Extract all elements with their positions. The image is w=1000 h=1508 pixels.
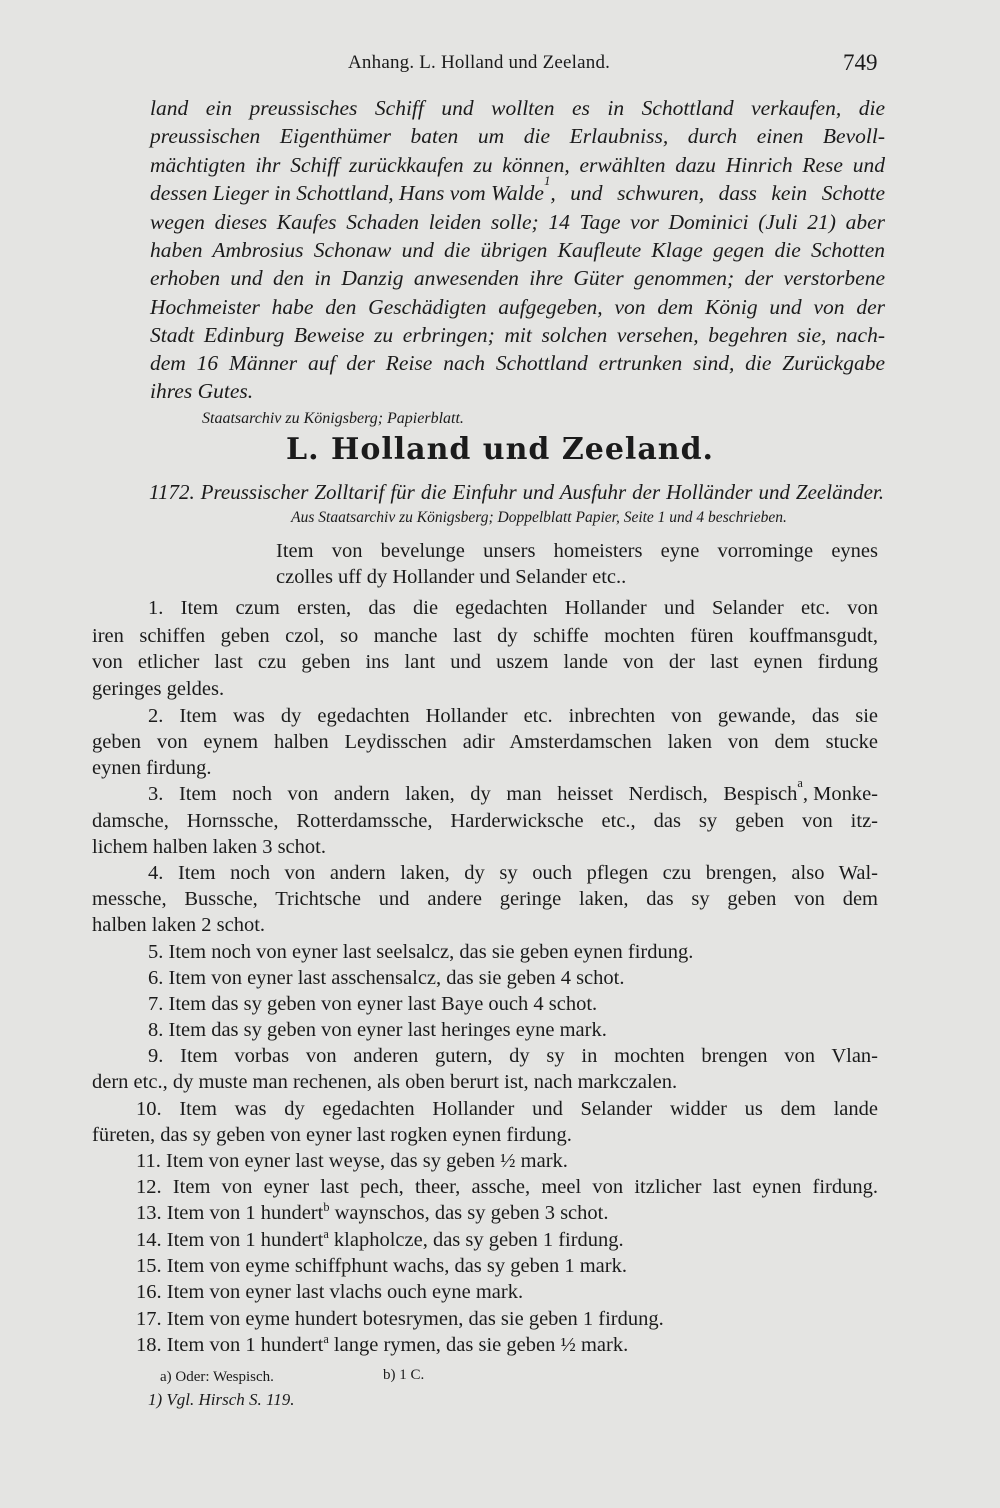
tariff-line: eynen firdung. (92, 757, 212, 779)
tariff-item-8: 8. Item das sy geben von eyner last heringes eyne mark. (148, 1019, 607, 1041)
tariff-line: halben laken 2 schot. (92, 914, 266, 936)
tariff-line: messche, Bussche, Trichtsche und andere geringe laken, das sy geben von dem (92, 888, 878, 910)
tariff-line: lichem halben laken 3 schot. (92, 836, 326, 858)
tariff-line: iren schiffen geben czol, so manche last dy schiffe mochten füren kouffmansgudt, (92, 625, 878, 647)
continuation-line: Stadt Edinburg Beweise zu erbringen; mit solchen versehen, begehren sie, nach- (150, 323, 885, 347)
tariff-line: von etlicher last czu geben ins lant und uszem lande von der last eynen firdung (92, 651, 878, 673)
footnote-b: b) 1 C. (383, 1367, 425, 1383)
footnote-ref: a (323, 1227, 329, 1242)
continuation-text: , und schwuren, dass kein Schotte (550, 181, 885, 205)
tariff-item-7: 7. Item das sy geben von eyner last Baye ouch 4 schot. (148, 993, 598, 1015)
footnote-1: 1) Vgl. Hirsch S. 119. (148, 1390, 295, 1409)
tariff-text: 3. Item noch von andern laken, dy man heisset Nerdisch, Bespisch (148, 783, 798, 805)
continuation-line: ihres Gutes. (150, 379, 254, 403)
document-title: 1172. Preussischer Zolltarif für die Einfuhr und Ausfuhr der Holländer und Zeeländer. (149, 480, 884, 504)
continuation-line: land ein preussisches Schiff und wollten es in Schottland verkaufen, die (150, 96, 885, 120)
tariff-item-3 (148, 776, 878, 806)
continuation-text: dessen Lieger in Schottland, Hans vom Walde (150, 181, 544, 205)
footnote-a: a) Oder: Wespisch. (160, 1369, 274, 1385)
section-heading: L. Holland und Zeeland. (286, 432, 714, 467)
tariff-line: geben von eynem halben Leydisschen adir Amsterdamschen laken von dem stucke (92, 731, 878, 753)
tariff-item-17: 17. Item von eyme hundert botesrymen, das sie geben 1 firdung. (136, 1308, 664, 1330)
running-header (0, 50, 1000, 84)
continuation-line: wegen dieses Kaufes Schaden leiden solle; 14 Tage vor Dominici (Juli 21) aber (150, 210, 885, 234)
footnote-ref: a (797, 776, 803, 790)
footnote-ref: a (323, 1332, 329, 1347)
tariff-item-16: 16. Item von eyner last vlachs ouch eyne mark. (136, 1281, 524, 1303)
continuation-line: mächtigten ihr Schiff zurückkaufen zu können, erwählten dazu Hinrich Rese und (150, 153, 885, 177)
tariff-item-6: 6. Item von eyner last asschensalcz, das sie geben 4 schot. (148, 967, 625, 989)
intro-line: czolles uff dy Hollander und Selander etc.. (276, 566, 627, 588)
continuation-line: Hochmeister habe den Geschädigten aufgegeben, von dem König und von der (150, 295, 885, 319)
source-note: Staatsarchiv zu Königsberg; Papierblatt. (202, 410, 464, 427)
tariff-item-2: 2. Item was dy egedachten Hollander etc. inbrechten von gewande, das sie (148, 705, 878, 727)
tariff-line: geringes geldes. (92, 678, 225, 700)
tariff-text: lange rymen, das sie geben ½ mark. (328, 1334, 629, 1356)
continuation-line: erhoben und den in Danzig anwesenden ihre Güter genommen; der verstorbene (150, 266, 885, 290)
tariff-item-4: 4. Item noch von andern laken, dy sy ouch pflegen czu brengen, also Wal- (148, 862, 878, 884)
tariff-text: 13. Item von 1 hundert (136, 1202, 324, 1224)
tariff-item-5: 5. Item noch von eyner last seelsalcz, das sie geben eynen firdung. (148, 941, 694, 963)
tariff-text: klapholcze, das sy geben 1 firdung. (328, 1229, 624, 1251)
footnote-ref: b (323, 1200, 330, 1215)
tariff-line: damsche, Hornssche, Rotterdamssche, Harderwicksche etc., das sy geben von itz- (92, 810, 878, 832)
document-source: Aus Staatsarchiv zu Königsberg; Doppelblatt Papier, Seite 1 und 4 beschrieben. (291, 509, 787, 526)
tariff-line: füreten, das sy geben von eyner last rogken eynen firdung. (92, 1124, 572, 1146)
continuation-line: dem 16 Männer auf der Reise nach Schottland ertrunken sind, die Zurückgabe (150, 351, 885, 375)
tariff-text: 18. Item von 1 hundert (136, 1334, 324, 1356)
tariff-item-18 (136, 1334, 878, 1357)
tariff-item-13 (136, 1202, 878, 1225)
tariff-item-15: 15. Item von eyme schiffphunt wachs, das sy geben 1 mark. (136, 1255, 627, 1277)
running-header-title: Anhang. L. Holland und Zeeland. (348, 52, 611, 73)
tariff-text: 14. Item von 1 hundert (136, 1229, 324, 1251)
page-number: 749 (843, 50, 878, 75)
tariff-item-14 (136, 1229, 878, 1252)
continuation-line: haben Ambrosius Schonaw und die übrigen Kaufleute Klage gegen die Schotten (150, 238, 885, 262)
tariff-item-11: 11. Item von eyner last weyse, das sy geben ½ mark. (136, 1150, 568, 1172)
tariff-line: dern etc., dy muste man rechenen, als oben berurt ist, nach markczalen. (92, 1071, 678, 1093)
tariff-text: , Monke- (802, 783, 878, 805)
tariff-item-10: 10. Item was dy egedachten Hollander und Selander widder us dem lande (136, 1098, 878, 1120)
tariff-item-1: 1. Item czum ersten, das die egedachten Hollander und Selander etc. von (148, 597, 878, 619)
tariff-text: waynschos, das sy geben 3 schot. (329, 1202, 609, 1224)
continuation-line: preussischen Eigenthümer baten um die Erlaubniss, durch einen Bevoll- (150, 124, 885, 148)
footnote-ref: 1 (543, 174, 551, 188)
intro-line: Item von bevelunge unsers homeisters eyne vorrominge eynes (276, 540, 878, 562)
tariff-item-12: 12. Item von eyner last pech, theer, assche, meel von itzlicher last eynen firdung. (136, 1176, 878, 1198)
continuation-line (150, 174, 885, 206)
tariff-item-9: 9. Item vorbas von anderen gutern, dy sy in mochten brengen von Vlan- (148, 1045, 878, 1067)
